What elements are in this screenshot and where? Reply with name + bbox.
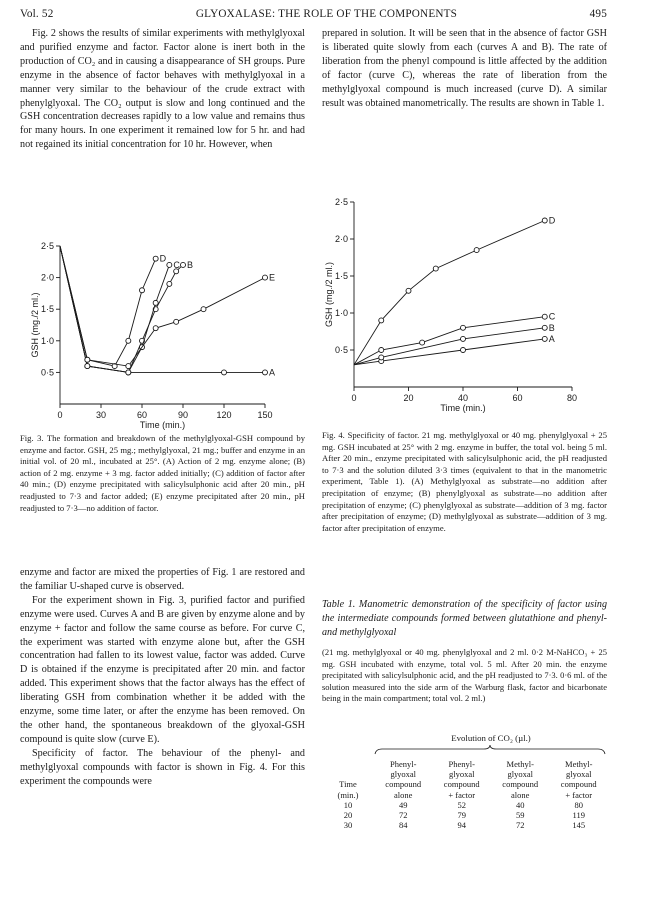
data-point-A [542, 336, 547, 341]
y-tick-label: 1·5 [334, 271, 348, 281]
table-row [322, 820, 608, 830]
data-point-B [379, 355, 384, 360]
x-tick-label: 90 [177, 410, 189, 420]
series-label-D: D [548, 215, 556, 226]
y-tick-label: 1·5 [40, 304, 54, 315]
table1-note: (21 mg. methylglyoxal or 40 mg. phenylglyoxal and 2 ml. 0·2 M-NaHCO₃ + 25 mg. GSH incubated with enzyme, total vol. 5 ml. After 20 min. the enzyme precipitated with salicylsulphonic acid, and the pH readjusted to 7·3. 0·6 ml. of the solution measured into the side arm of the Warburg flask, factor and bicarbonate being in the main compartment; total vol. 2 ml.) [322, 647, 607, 703]
table-cell: 119 [572, 810, 585, 821]
paragraph: prepared in solution. It will be seen that in the absence of factor GSH is liberated quite slowly from each (curves A and B). The rate of liberation from the phenyl compound is little affected by the addition of factor (curve C), whereas the rate of liberation from the methylglyoxal compound is much increased (curve D). A similar result was obtained manometrically. The results are shown in Table 1. [322, 28, 607, 109]
data-point-B [181, 262, 186, 267]
table-cell: 10 [343, 799, 353, 810]
running-title: GLYOXALASE: THE ROLE OF THE COMPONENTS [195, 8, 458, 20]
table-cell: 59 [516, 810, 525, 821]
data-point-E [126, 364, 131, 369]
series-label-B: B [187, 259, 194, 270]
y-axis-label: GSH (mg./2 ml.) [324, 261, 334, 328]
data-point-C [167, 262, 172, 267]
y-axis-label: GSH (mg./2 ml.) [30, 292, 40, 358]
data-point-C [461, 325, 466, 330]
x-axis-label: Time (min.) [440, 403, 486, 413]
data-point-C [153, 300, 158, 305]
table-cell: 30 [343, 820, 353, 831]
x-tick-label: 60 [512, 393, 523, 403]
series-label-D: D [159, 253, 167, 264]
data-point-A [222, 370, 227, 375]
data-point-D [379, 318, 384, 323]
volume-label: Vol. 52 [20, 8, 54, 20]
column-header-phenyl-factor: Phenyl- glyoxal compound + factor [443, 759, 480, 800]
data-point-B [461, 336, 466, 341]
table-cell: 40 [516, 799, 525, 810]
x-tick-label: 80 [566, 393, 578, 403]
paragraph: enzyme and factor are mixed the properties of Fig. 1 are restored and the familiar U-shaped curve is observed. [20, 567, 305, 592]
table-row [322, 800, 608, 810]
x-tick-label: 0 [351, 393, 357, 403]
table1-header-row [322, 759, 608, 800]
series-label-C: C [173, 259, 180, 270]
data-point-D [433, 266, 438, 271]
data-point-E [153, 326, 158, 331]
series-label-C: C [548, 311, 556, 322]
x-tick-label: 60 [136, 410, 148, 420]
data-point-E [85, 357, 90, 362]
x-tick-label: 0 [57, 410, 63, 420]
column-header-methyl-factor: Methyl- glyoxal compound + factor [560, 759, 597, 800]
y-tick-label: 2·5 [40, 241, 54, 251]
x-tick-label: 150 [257, 410, 273, 420]
y-tick-label: 1·0 [40, 335, 54, 346]
table-cell: 94 [457, 820, 466, 831]
series-label-E: E [269, 272, 276, 283]
data-point-D [474, 248, 479, 253]
data-point-E [201, 307, 206, 312]
data-point-C [542, 314, 547, 319]
table-cell: 80 [574, 799, 583, 810]
table-cell: 84 [399, 820, 408, 831]
y-tick-label: 2·5 [334, 197, 348, 207]
paragraph: Fig. 2 shows the results of similar experiments with methylglyoxal and purified enzyme and factor. Factor alone is inert both in the production of CO₂ and in causing a disappearance of SH groups. Pure enzyme in the absence of factor behaves with methylglyoxal in a manner very similar to the behaviour of the crude extract with phenylglyoxal. The CO₂ output is slow and long continued and the GSH concentration decreases rapidly to a low value and remains thus for many hours. In one experiment it remained low for 5 hr. and had not regained its initial concentration for 10 hr. However, when [20, 28, 305, 151]
paragraph: For the experiment shown in Fig. 3, purified factor and purified enzyme were used. Curves A and B are given by enzyme alone and by enzyme + factor and follow the same course as before. For curve C, the experiment was started with enzyme alone but, after the GSH concentration had fallen to its lowest value, factor was added. Curve D is obtained if the enzyme is precipitated after 20 min. and factor added. This experiment shows that the factor always has the effect of liberating GSH from combination whether it be added with the enzyme, some time later, or after the enzyme has been removed. On the other hand, the spontaneous breakdown of the glyoxal-GSH compound is quite slow (curve E). [20, 594, 305, 745]
series-line-E [60, 246, 265, 366]
series-label-A: A [269, 367, 276, 378]
data-point-A [263, 370, 268, 375]
column-header-methyl-alone: Methyl- glyoxal compound alone [502, 759, 539, 800]
table1 [322, 733, 608, 830]
data-point-B [542, 325, 547, 330]
y-tick-label: 2·0 [40, 272, 54, 283]
table-cell: 49 [399, 799, 408, 810]
column-header-time: Time (min.) [337, 779, 359, 800]
series-label-A: A [548, 333, 555, 344]
y-tick-label: 2·0 [334, 234, 348, 244]
y-tick-label: 0·5 [334, 345, 348, 355]
x-axis-label: Time (min.) [139, 420, 186, 430]
table-cell: 52 [457, 799, 466, 810]
data-point-B [167, 281, 172, 286]
data-point-C [85, 364, 90, 369]
series-label-B: B [548, 322, 555, 333]
table-row [322, 810, 608, 820]
x-tick-label: 30 [95, 410, 107, 420]
data-point-D [406, 288, 411, 293]
series-line-A [60, 246, 265, 372]
data-point-D [153, 256, 158, 261]
table-cell: 72 [399, 810, 408, 821]
data-point-D [140, 288, 145, 293]
left-column-bottom [20, 566, 305, 789]
data-point-C [379, 348, 384, 353]
x-tick-label: 120 [216, 410, 232, 420]
data-point-E [263, 275, 268, 280]
fig4-chart [322, 190, 612, 425]
fig3-caption: Fig. 3. The formation and breakdown of the methylglyoxal-GSH compound by enzyme and factor. GSH, 25 mg.; methylglyoxal, 21 mg.; buffer and enzyme in an initial vol. of 20 ml., incubated at 25°. (A) Action of 2 mg. enzyme alone; (B) action of 2 mg. enzyme + 3 mg. factor added initially; (C) addition of factor after 40 min.; (D) enzyme precipitated with salicylsulphonic acid after 20 min., pH readjusted to 7·3 and factor added; (E) enzyme precipitated after 20 min., pH readjusted to 7·3—no addition of factor. [20, 433, 305, 513]
paragraph: Specificity of factor. The behaviour of the phenyl- and methylglyoxal compounds with factor is shown in Fig. 4. For this experiment the compounds were [20, 747, 305, 787]
table-cell: 20 [343, 810, 353, 821]
data-point-D [126, 338, 131, 343]
table-cell: 72 [516, 820, 525, 831]
fig4-caption: Fig. 4. Specificity of factor. 21 mg. methylglyoxal or 40 mg. phenylglyoxal + 25 mg. GSH incubated at 25° with 2 mg. enzyme in buffer, the total vol. being 5 ml. After 20 min., enzyme precipitated with salicylsulphonic acid, the pH readjusted to 7·3 and the solution diluted 3·3 times (equivalent to that in the manometric experiment, Table 1). (A) Methylglyoxal as substrate—no addition after precipitation of enzyme; (B) phenylglyoxal as substrate—no addition after precipitation of enzyme; (C) phenylglyoxal as substrate—addition of 3 mg. factor after precipitation of enzyme; (D) methylglyoxal as substrate—addition of 3 mg. factor after precipitation of enzyme. [322, 430, 607, 533]
data-point-C [126, 370, 131, 375]
data-point-E [174, 319, 179, 324]
column-header-phenyl-alone: Phenyl- glyoxal compound alone [385, 759, 422, 800]
data-point-A [461, 348, 466, 353]
right-column-top [322, 27, 607, 110]
data-point-D [542, 218, 547, 223]
page-number: 495 [589, 8, 607, 20]
data-point-C [420, 340, 425, 345]
x-tick-label: 40 [457, 393, 469, 403]
x-tick-label: 20 [403, 393, 414, 403]
table1-grid [322, 759, 608, 830]
y-tick-label: 0·5 [40, 367, 54, 378]
fig3-chart [20, 230, 306, 435]
table1-span-header: Evolution of CO₂ (µl.) [451, 733, 531, 743]
table-cell: 145 [572, 820, 586, 831]
y-tick-label: 1·0 [334, 308, 348, 318]
left-column-top [20, 27, 305, 152]
table1-title: Table 1. Manometric demonstration of the specificity of factor using the intermediate compounds formed between glutathione and phenyl- and methylglyoxal [322, 599, 607, 638]
table-cell: 79 [457, 810, 466, 821]
